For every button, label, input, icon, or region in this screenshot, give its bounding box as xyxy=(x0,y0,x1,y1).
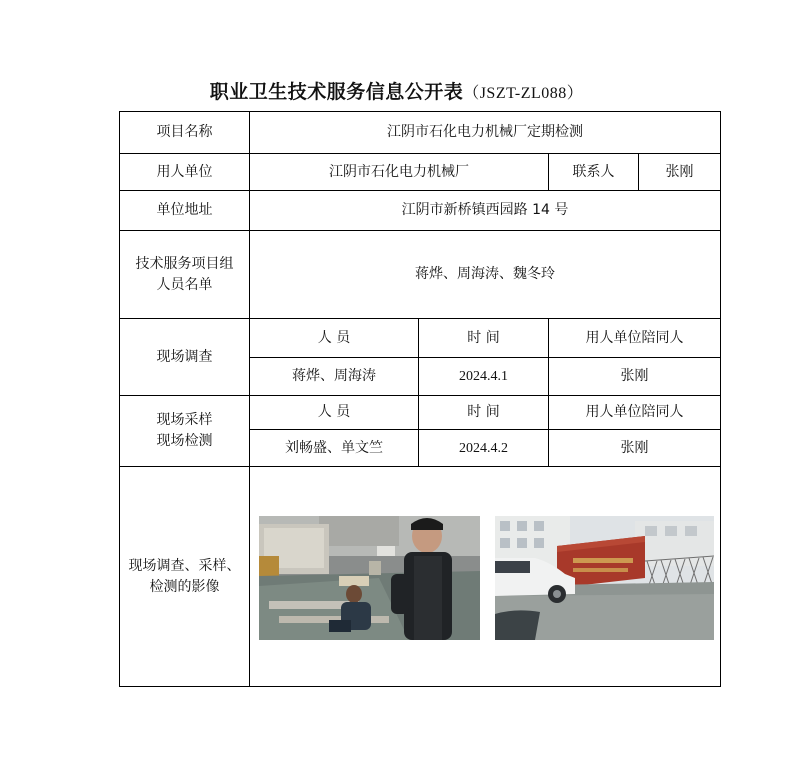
label-contact: 联系人 xyxy=(549,154,639,191)
gate-photo xyxy=(495,516,714,640)
value-address: 江阴市新桥镇西园路 14 号 xyxy=(250,191,721,231)
sampling-escort: 张刚 xyxy=(549,430,721,467)
label-images-line1: 现场调查、采样、 xyxy=(128,557,241,574)
label-images xyxy=(120,467,250,687)
label-team-line2: 人员名单 xyxy=(156,276,213,293)
row-team xyxy=(120,231,721,319)
workshop-photo-graphic xyxy=(259,516,480,640)
sampling-col-escort: 用人单位陪同人 xyxy=(549,396,721,430)
label-project-name: 项目名称 xyxy=(120,112,250,154)
sampling-col-personnel: 人 员 xyxy=(250,396,419,430)
workshop-photo xyxy=(259,516,480,640)
sampling-time: 2024.4.2 xyxy=(419,430,549,467)
row-address xyxy=(120,191,721,231)
label-address: 单位地址 xyxy=(120,191,250,231)
row-employer xyxy=(120,154,721,191)
survey-col-personnel: 人 员 xyxy=(250,319,419,358)
label-team-line1: 技术服务项目组 xyxy=(135,255,234,272)
label-images-line2: 检测的影像 xyxy=(149,578,220,595)
survey-personnel: 蒋烨、周海涛 xyxy=(250,358,419,396)
title-code: （JSZT-ZL088） xyxy=(463,85,584,102)
survey-time: 2024.4.1 xyxy=(419,358,549,396)
label-sampling xyxy=(120,396,250,467)
label-sampling-line1: 现场采样 xyxy=(156,412,213,428)
sampling-personnel: 刘畅盛、单文竺 xyxy=(250,430,419,467)
value-employer: 江阴市石化电力机械厂 xyxy=(250,154,549,191)
value-team: 蒋烨、周海涛、魏冬玲 xyxy=(250,231,721,319)
sampling-col-time: 时 间 xyxy=(419,396,549,430)
label-sampling-line2: 现场检测 xyxy=(156,433,213,449)
document-title xyxy=(0,77,793,104)
row-project-name xyxy=(120,112,721,154)
survey-col-escort: 用人单位陪同人 xyxy=(549,319,721,358)
row-sampling-header xyxy=(120,396,721,430)
label-team xyxy=(120,231,250,319)
survey-escort: 张刚 xyxy=(549,358,721,396)
value-contact: 张刚 xyxy=(639,154,721,191)
gate-photo-graphic xyxy=(495,516,714,640)
row-survey-header xyxy=(120,319,721,358)
value-project-name: 江阴市石化电力机械厂定期检测 xyxy=(250,112,721,154)
label-employer: 用人单位 xyxy=(120,154,250,191)
title-main: 职业卫生技术服务信息公开表 xyxy=(209,81,464,103)
survey-col-time: 时 间 xyxy=(419,319,549,358)
label-survey: 现场调查 xyxy=(120,319,250,396)
